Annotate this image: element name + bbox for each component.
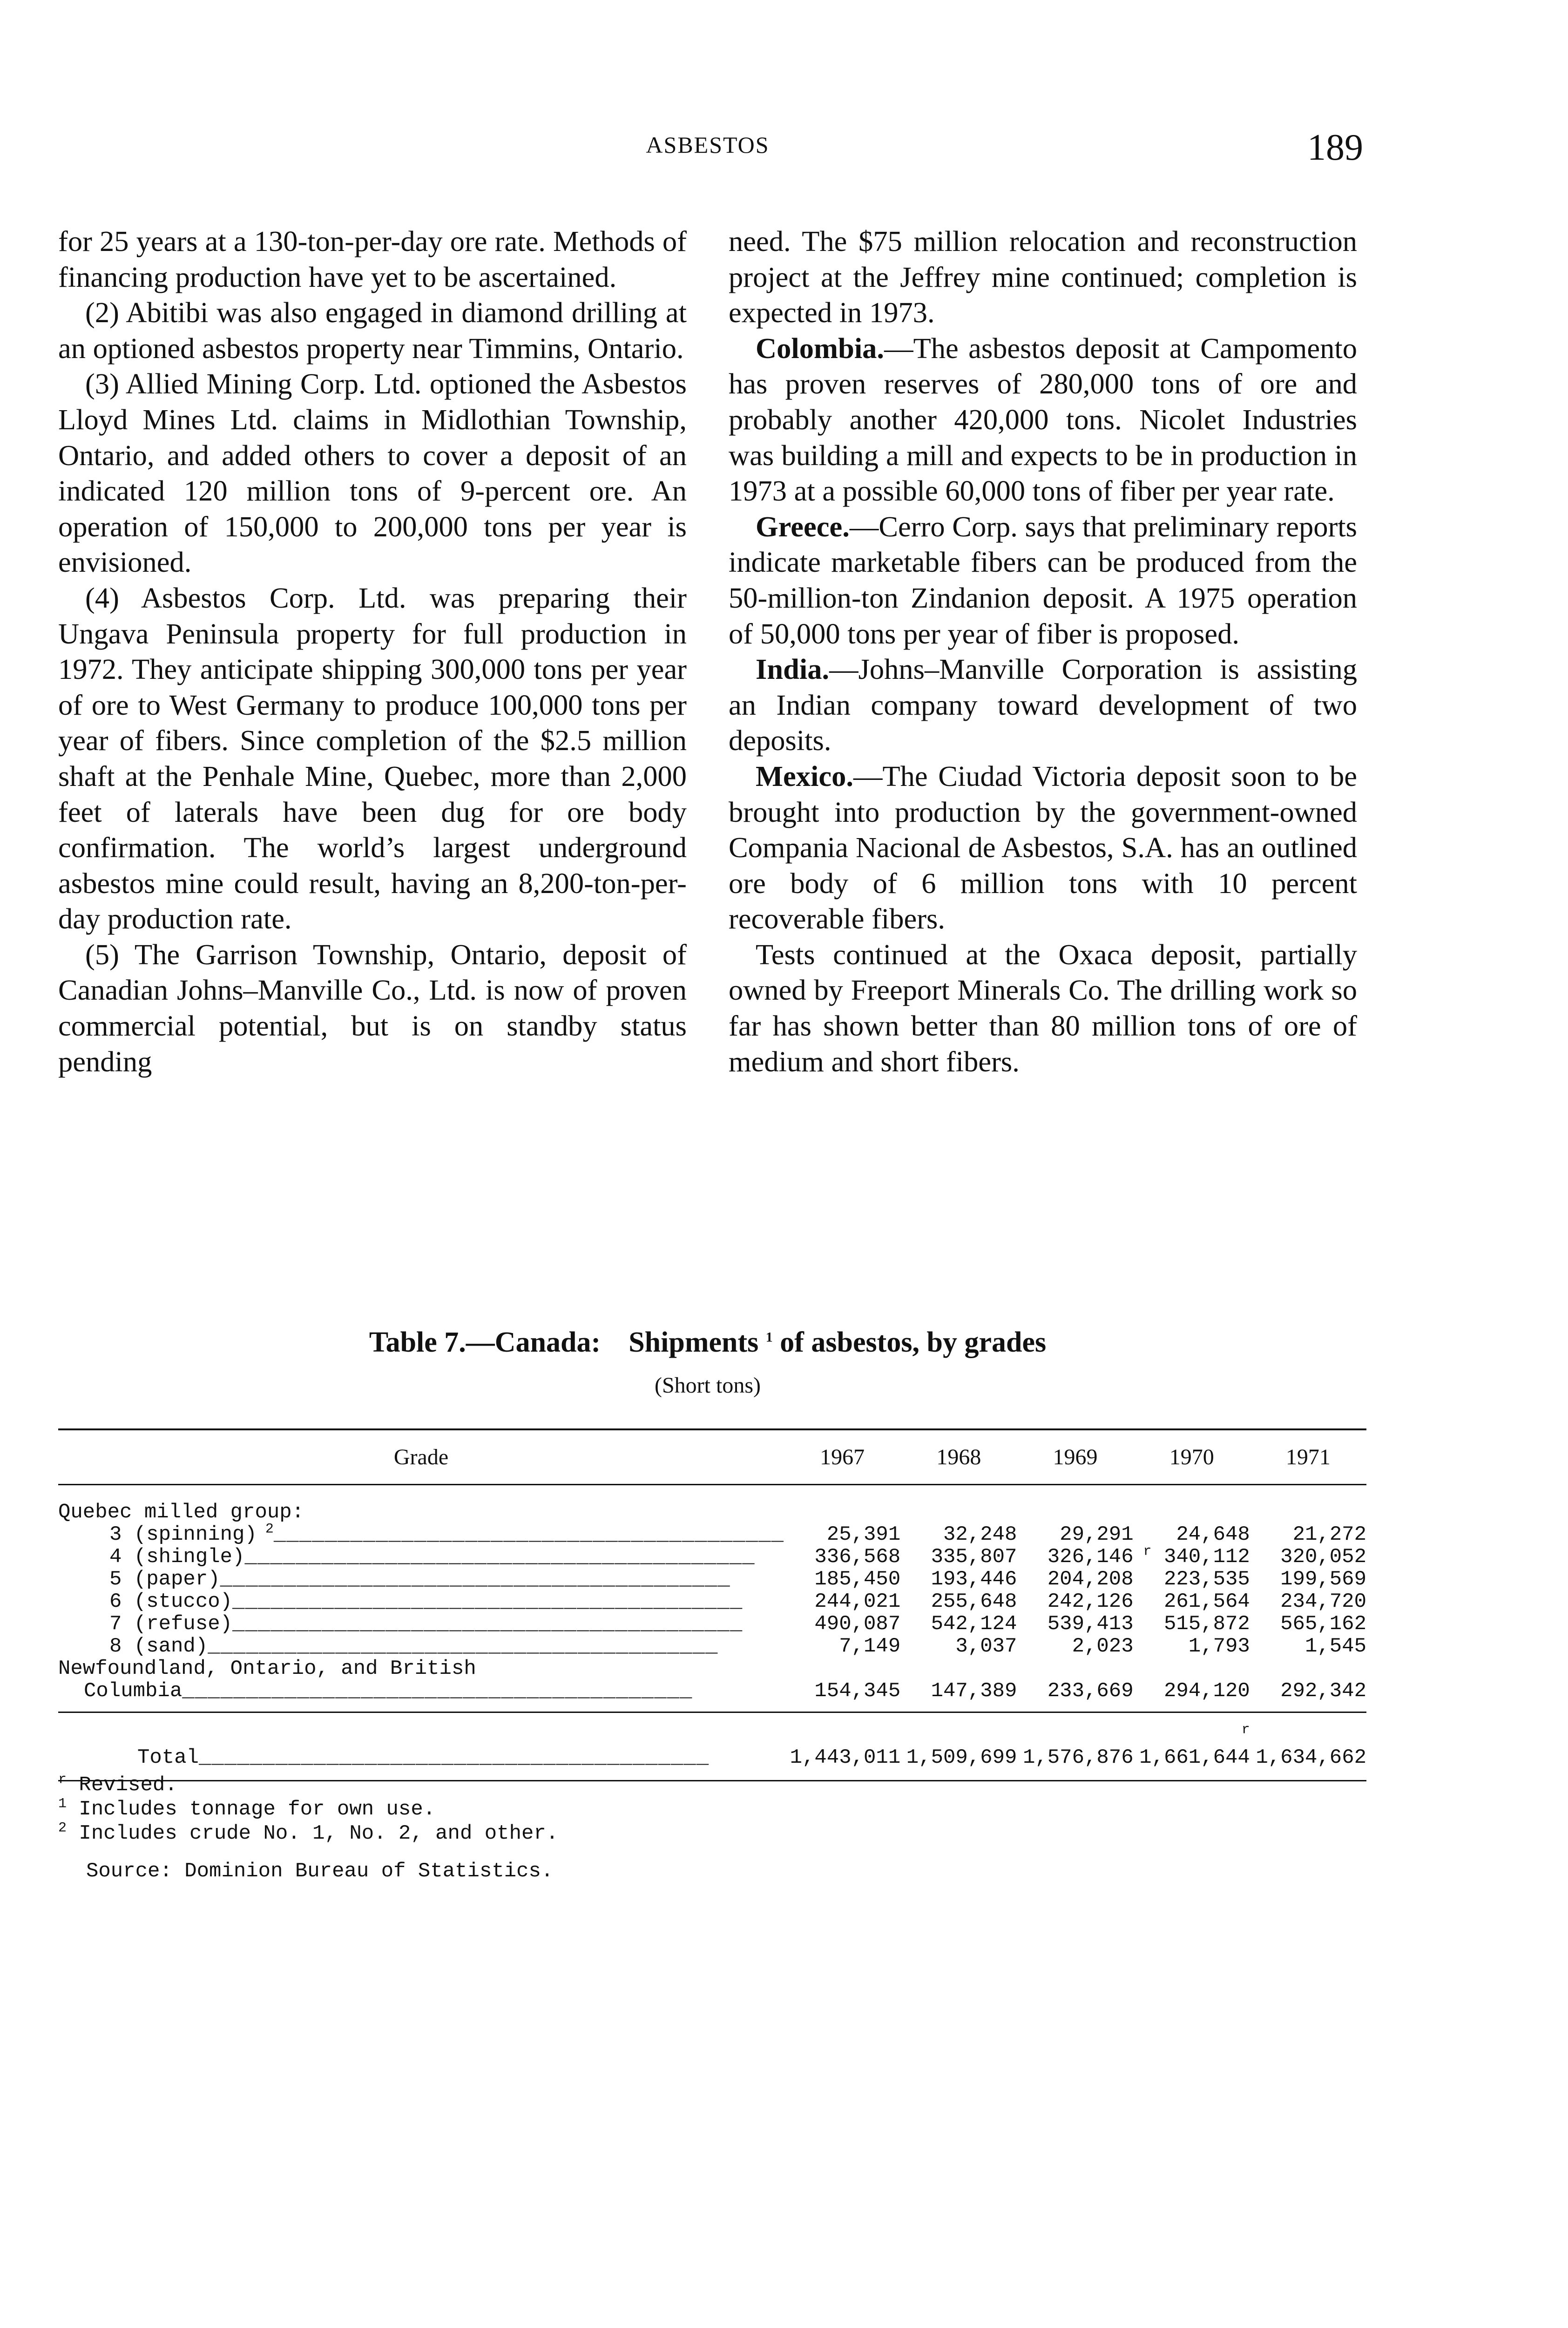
total-row	[58, 1712, 1366, 1781]
revised-mark: r	[1143, 1543, 1152, 1560]
colombia-paragraph	[729, 331, 1357, 509]
table-row	[58, 1613, 1366, 1635]
table-cell: 242,126	[1047, 1590, 1134, 1613]
mexico-heading: Mexico.	[756, 759, 853, 792]
left-paragraph-2: (2) Abitibi was also engaged in diamond drilling at an optioned asbestos property near Timmins, Ontario.	[58, 296, 687, 365]
table-cell: 326,146	[1047, 1545, 1134, 1569]
footnotes	[58, 1773, 989, 1846]
table-cell: 193,446	[931, 1568, 1017, 1591]
table-cell: 147,389	[931, 1679, 1017, 1703]
table-subtitle: (Short tons)	[655, 1373, 761, 1398]
table-cell: 234,720	[1280, 1590, 1366, 1613]
mexico-paragraph	[729, 758, 1357, 937]
table-cell: 565,162	[1280, 1612, 1366, 1636]
row-label: Columbia________________________________________	[84, 1680, 693, 1702]
table-cell: 539,413	[1047, 1612, 1134, 1636]
table-cell: 1,793	[1188, 1635, 1250, 1658]
table-row	[58, 1635, 1366, 1658]
right-paragraph-intro: need. The $75 million relocation and reconstruction project at the Jeffrey mine continued; completion is expected in 1973.	[729, 225, 1357, 329]
india-paragraph	[729, 651, 1357, 758]
greece-text: —Cerro Corp. says that preliminary reports indicate marketable fibers can be produced from the 50-million-ton Zindanion deposit. A 1975 operation of 50,000 tons per year of fiber is proposed.	[729, 510, 1357, 650]
table-cell: 154,345	[814, 1679, 901, 1703]
left-paragraph-1: for 25 years at a 130-ton-per-day ore rate. Methods of financing production have yet to be ascertained.	[58, 225, 687, 293]
table-cell: 199,569	[1280, 1568, 1366, 1591]
left-paragraph-4: (4) Asbestos Corp. Ltd. was preparing their Ungava Peninsula property for full production in 1972. They anticipate shipping 300,000 tons per year of ore to West Germany to produce 100,000 tons per year of fibers. Since completion of the $2.5 million shaft at the Penhale Mine, Quebec, more than 2,000 feet of laterals have been dug for ore body confirmation. The world’s largest underground asbestos mine could result, having an 8,200-ton-per-day production rate.	[58, 581, 687, 935]
table-title-post: of asbestos, by grades	[780, 1326, 1047, 1358]
table-cell: 7,149	[839, 1635, 901, 1658]
running-head: ASBESTOS	[646, 132, 770, 158]
table-cell: 294,120	[1163, 1679, 1250, 1703]
table-cell: 336,568	[814, 1545, 901, 1569]
group-row	[58, 1485, 1366, 1524]
revised-mark: r	[1241, 1722, 1250, 1738]
greece-heading: Greece.	[756, 510, 850, 543]
table-title-pre: Shipments	[629, 1326, 759, 1358]
row-label: 8 (sand)________________________________________	[109, 1635, 718, 1658]
greece-paragraph	[729, 509, 1357, 651]
row-label: 5 (paper)________________________________________	[109, 1568, 730, 1590]
india-heading: India.	[756, 653, 830, 686]
year-header: 1969	[1017, 1429, 1133, 1485]
table-row	[58, 1523, 1366, 1546]
row-label: 4 (shingle)________________________________________	[109, 1546, 755, 1568]
table-cell: 3,037	[955, 1635, 1017, 1658]
footnote: $^r$ Revised.	[58, 1772, 177, 1797]
india-text: —Johns–Manville Corporation is assisting an Indian company toward development of two deposits.	[729, 653, 1357, 757]
footnote-mark: 1	[58, 1796, 67, 1812]
source-note: Source: Dominion Bureau of Statistics.	[86, 1860, 554, 1883]
group-label: Quebec milled group:	[58, 1501, 304, 1523]
table-cell: 25,391	[826, 1523, 901, 1546]
table-cell: 1,634,662	[1250, 1712, 1366, 1781]
footnote: $^2$ Includes crude No. 1, No. 2, and other.	[58, 1820, 559, 1845]
footnote-mark: r	[58, 1772, 67, 1788]
oxaca-paragraph: Tests continued at the Oxaca deposit, partially owned by Freeport Minerals Co. The drilling work so far has shown better than 80 million tons of ore of medium and short fibers.	[729, 938, 1357, 1078]
table-cell: 255,648	[931, 1590, 1017, 1613]
table-cell: 515,872	[1163, 1612, 1250, 1636]
left-column	[58, 223, 687, 1079]
grade-header: Grade	[58, 1429, 784, 1485]
table-cell: 29,291	[1060, 1523, 1134, 1546]
table-header-row	[58, 1429, 1366, 1485]
left-paragraph-3: (3) Allied Mining Corp. Ltd. optioned the Asbestos Lloyd Mines Ltd. claims in Midlothian Township, Ontario, and added others to cover a deposit of an indicated 120 million tons of 9-percent ore. An operation of 150,000 to 200,000 tons per year is envisioned.	[58, 367, 687, 579]
table-cell: 1,443,011	[784, 1712, 900, 1781]
shipments-table	[58, 1428, 1366, 1781]
table-cell: 21,272	[1292, 1523, 1366, 1546]
row-label: 6 (stucco)________________________________________	[109, 1590, 743, 1613]
table-cell: 542,124	[931, 1612, 1017, 1636]
year-header: 1968	[900, 1429, 1017, 1485]
table-row	[58, 1658, 1366, 1680]
table-row	[58, 1590, 1366, 1613]
table-cell: 233,669	[1047, 1679, 1134, 1703]
table-cell: 32,248	[943, 1523, 1017, 1546]
table-cell: 185,450	[814, 1568, 901, 1591]
table-title	[58, 1326, 1357, 1359]
mexico-text: —The Ciudad Victoria deposit soon to be brought into production by the government-owned Compania Nacional de Asbestos, S.A. has an outlined ore body of 6 million tons with 10 percent recoverable fibers.	[729, 759, 1357, 935]
table-cell: 24,648	[1176, 1523, 1250, 1546]
colombia-heading: Colombia.	[756, 332, 885, 365]
footnote-mark: 2	[58, 1820, 67, 1836]
table-cell: 244,021	[814, 1590, 901, 1613]
table-cell: 261,564	[1163, 1590, 1250, 1613]
row-label: Newfoundland, Ontario, and British	[58, 1658, 476, 1680]
table-cell: 204,208	[1047, 1568, 1134, 1591]
row-label: Total________________________________________	[58, 1712, 784, 1781]
footnote-mark: 2	[257, 1523, 274, 1537]
row-label: 3 (spinning) $^2$________________________________________	[58, 1523, 784, 1546]
table-cell: 2,023	[1072, 1635, 1134, 1658]
table-title-footnote-mark: 1	[765, 1329, 773, 1345]
page-number: 189	[1307, 127, 1363, 168]
table-cell: 320,052	[1280, 1545, 1366, 1569]
year-header: 1967	[784, 1429, 900, 1485]
left-paragraph-5: (5) The Garrison Township, Ontario, deposit of Canadian Johns–Manville Co., Ltd. is now of proven commercial potential, but is on standby status pending	[58, 938, 687, 1078]
table-row	[58, 1546, 1366, 1568]
table-cell: $^r$ 340,112	[1143, 1543, 1250, 1569]
table-cell: 223,535	[1163, 1568, 1250, 1591]
table-cell: 1,545	[1304, 1635, 1366, 1658]
table-cell: $^r$ 1,661,644	[1134, 1712, 1250, 1781]
table-caption: Table 7.—Canada:	[369, 1326, 601, 1358]
table-cell: 335,807	[931, 1545, 1017, 1569]
table-row	[58, 1568, 1366, 1590]
row-label: 7 (refuse)________________________________________	[109, 1613, 743, 1635]
colombia-text: —The asbestos deposit at Campomento has proven reserves of 280,000 tons of ore and probably another 420,000 tons. Nicolet Industries was building a mill and expects to be in production in 1973 at a possible 60,000 tons of fiber per year rate.	[729, 332, 1357, 508]
table-cell: 1,576,876	[1017, 1712, 1133, 1781]
table-cell: 1,509,699	[900, 1712, 1017, 1781]
table-cell: 490,087	[814, 1612, 901, 1636]
year-header: 1970	[1134, 1429, 1250, 1485]
table-row	[58, 1680, 1366, 1702]
table-cell: 292,342	[1280, 1679, 1366, 1703]
footnote: $^1$ Includes tonnage for own use.	[58, 1796, 436, 1821]
right-column	[729, 223, 1357, 1079]
year-header: 1971	[1250, 1429, 1366, 1485]
